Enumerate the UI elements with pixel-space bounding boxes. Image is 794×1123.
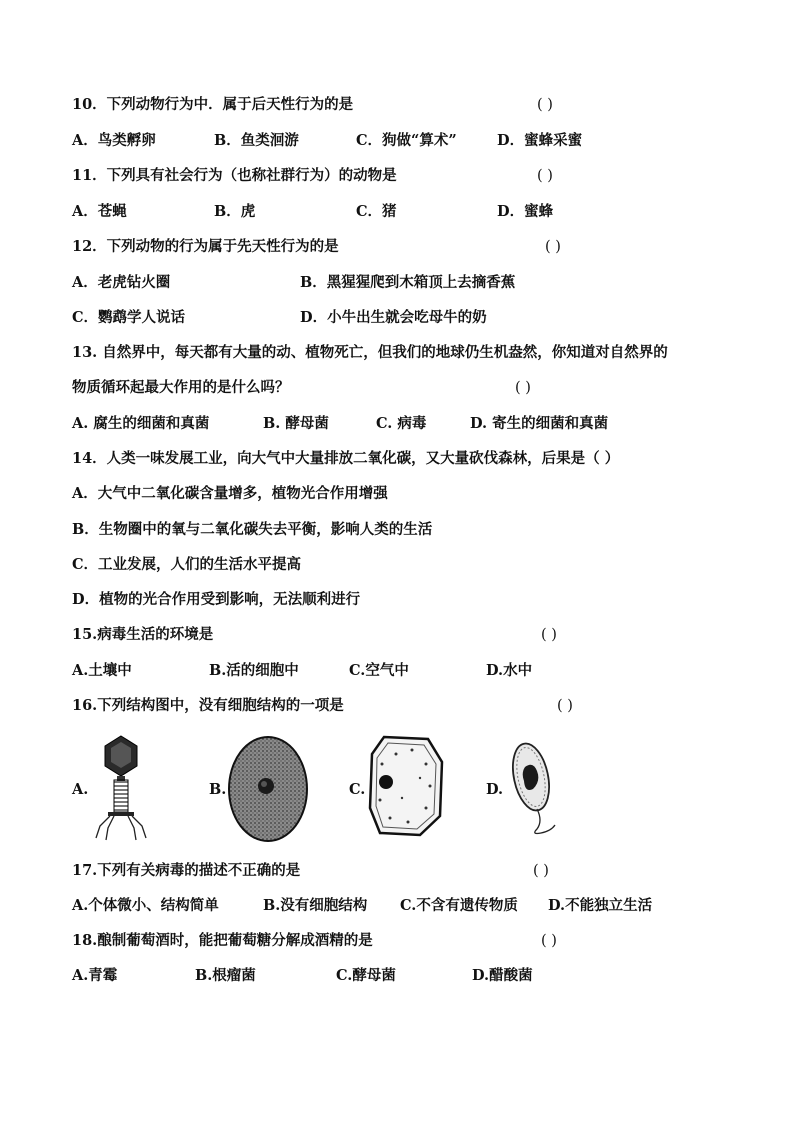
- question-13-stem: 13. 自然界中，每天都有大量的动、植物死亡，但我们的地球仍生机盎然，你知道对自然界的: [72, 344, 668, 361]
- question-15-option-d: D.水中: [486, 662, 533, 679]
- question-18-option-c: C.酵母菌: [336, 967, 396, 984]
- question-18-option-b: B.根瘤菌: [195, 967, 256, 984]
- question-10-option-b: B．鱼类洄游: [214, 132, 299, 149]
- question-14-option-b: B．生物圈中的氧与二氧化碳失去平衡，影响人类的生活: [72, 521, 433, 538]
- question-12-option-a: A．老虎钻火圈: [72, 274, 171, 291]
- question-13-option-d: D. 寄生的细菌和真菌: [470, 415, 609, 432]
- question-13-option-a: A. 腐生的细菌和真菌: [72, 415, 210, 432]
- question-15-stem: 15.病毒生活的环境是: [72, 626, 214, 643]
- question-14-option-d: D．植物的光合作用受到影响，无法顺利进行: [72, 591, 361, 608]
- question-11-stem: 11．下列具有社会行为（也称社群行为）的动物是: [72, 167, 397, 184]
- question-10-stem: 10．下列动物行为中．属于后天性行为的是: [72, 96, 354, 113]
- question-11-option-a: A．苍蝇: [72, 203, 127, 220]
- question-14-option-a: A．大气中二氧化碳含量增多，植物光合作用增强: [72, 485, 388, 502]
- question-12-option-c: C．鹦鹉学人说话: [72, 309, 186, 326]
- bacteriophage-figure: [90, 734, 152, 842]
- question-18-option-d: D.醋酸菌: [472, 967, 533, 984]
- question-15-option-c: C.空气中: [349, 662, 409, 679]
- question-18-stem: 18.酿制葡萄酒时，能把葡萄糖分解成酒精的是: [72, 932, 373, 949]
- question-10-option-a: A．鸟类孵卵: [72, 132, 156, 149]
- question-13-option-b: B. 酵母菌: [263, 415, 329, 432]
- question-13-option-c: C. 病毒: [376, 415, 427, 432]
- question-13-answer-paren: ( ): [515, 380, 531, 396]
- plant-cell-figure: [366, 734, 446, 838]
- question-16-answer-paren: ( ): [557, 698, 573, 714]
- question-16-option-d: D.: [486, 781, 504, 798]
- question-14-option-c: C．工业发展，人们的生活水平提高: [72, 556, 302, 573]
- question-10-answer-paren: ( ): [537, 97, 553, 113]
- question-10-option-d: D．蜜蜂采蜜: [497, 132, 583, 149]
- question-11-answer-paren: ( ): [537, 168, 553, 184]
- question-14-stem: 14．人类一味发展工业，向大气中大量排放二氧化碳，又大量砍伐森林，后果是（ ）: [72, 450, 620, 467]
- question-13-stem-line2: 物质循环起最大作用的是什么吗？: [72, 379, 290, 396]
- question-18-answer-paren: ( ): [541, 933, 557, 949]
- question-10-option-c: C．狗做“算术”: [356, 132, 457, 149]
- question-11-option-d: D．蜜蜂: [497, 203, 554, 220]
- question-16-stem: 16.下列结构图中，没有细胞结构的一项是: [72, 697, 344, 714]
- animal-cell-figure: [226, 734, 310, 844]
- question-11-option-c: C．猪: [356, 203, 397, 220]
- question-16-option-c: C.: [349, 781, 366, 798]
- question-17-option-c: C.不含有遗传物质: [400, 897, 518, 914]
- question-17-option-b: B.没有细胞结构: [263, 897, 368, 914]
- question-16-option-a: A.: [72, 781, 89, 798]
- question-17-option-a: A.个体微小、结构简单: [72, 897, 219, 914]
- question-11-option-b: B．虎: [214, 203, 256, 220]
- question-12-stem: 12．下列动物的行为属于先天性行为的是: [72, 238, 339, 255]
- bacterium-figure: [503, 737, 565, 837]
- question-16-option-b: B.: [209, 781, 227, 798]
- question-15-option-b: B.活的细胞中: [209, 662, 299, 679]
- question-12-answer-paren: ( ): [545, 239, 561, 255]
- question-17-stem: 17.下列有关病毒的描述不正确的是: [72, 862, 301, 879]
- question-15-option-a: A.土壤中: [72, 662, 132, 679]
- question-17-option-d: D.不能独立生活: [548, 897, 653, 914]
- question-15-answer-paren: ( ): [541, 627, 557, 643]
- question-12-option-b: B．黑猩猩爬到木箱顶上去摘香蕉: [300, 274, 516, 291]
- question-18-option-a: A.青霉: [72, 967, 118, 984]
- question-12-option-d: D．小牛出生就会吃母牛的奶: [300, 309, 487, 326]
- question-17-answer-paren: ( ): [533, 863, 549, 879]
